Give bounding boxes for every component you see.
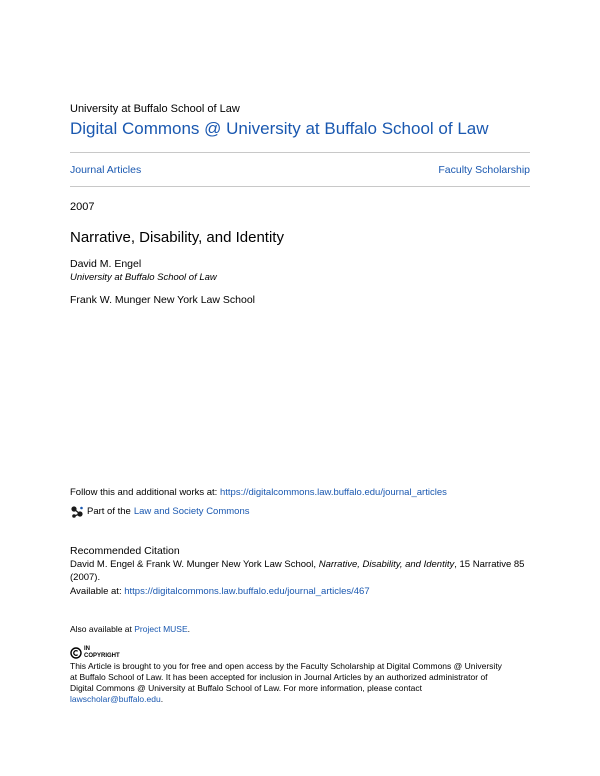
rights-badge[interactable] — [70, 646, 120, 659]
follow-text: Follow this and additional works at: — [70, 487, 220, 498]
repository-link[interactable]: Digital Commons @ University at Buffalo School of Law — [70, 119, 489, 138]
faculty-scholarship-link[interactable]: Faculty Scholarship — [438, 164, 530, 176]
citation-available — [70, 586, 370, 598]
citation-line-2: (2007). — [70, 572, 101, 583]
follow-url-link[interactable]: https://digitalcommons.law.buffalo.edu/journal_articles — [219, 487, 447, 498]
law-and-society-commons-link[interactable]: Law and Society Commons — [133, 506, 250, 517]
rights-text-line-1: IN — [84, 646, 90, 652]
part-of-prefix: Part of the — [87, 506, 131, 517]
author-2-name: Frank W. Munger New York Law School — [70, 294, 256, 306]
nav-divider — [70, 186, 530, 187]
citation-source: , 15 Narrative 85 — [454, 559, 525, 570]
part-of-line — [70, 505, 249, 519]
citation-line-1 — [70, 559, 524, 571]
also-available-line — [70, 624, 190, 635]
available-label: Available at: — [70, 586, 125, 597]
project-muse-link[interactable]: Project MUSE — [134, 624, 188, 634]
rights-text-line-2: COPYRIGHT — [84, 652, 120, 659]
article-title: Narrative, Disability, and Identity — [70, 229, 284, 246]
notice-line-4 — [70, 694, 502, 705]
commons-network-icon — [70, 505, 84, 519]
notice-line-2: at Buffalo School of Law. It has been accepted for inclusion in Journal Articles by an authorized administrator of — [70, 672, 488, 682]
publication-year: 2007 — [70, 201, 95, 213]
follow-line — [70, 487, 447, 499]
author-1-affiliation: University at Buffalo School of Law — [70, 272, 217, 283]
article-url-link[interactable]: https://digitalcommons.law.buffalo.edu/journal_articles/467 — [124, 586, 370, 597]
institution-name: University at Buffalo School of Law — [70, 103, 240, 115]
rights-text — [84, 646, 120, 659]
author-1-name: David M. Engel — [70, 258, 142, 270]
copyright-icon — [70, 647, 82, 659]
notice-line-3: Digital Commons @ University at Buffalo School of Law. For more information, please contact — [70, 683, 422, 693]
citation-authors: David M. Engel & Frank W. Munger New York Law School, — [70, 559, 319, 570]
top-divider — [70, 152, 530, 153]
also-available-text: Also available at — [70, 624, 135, 634]
journal-articles-link[interactable]: Journal Articles — [70, 164, 142, 176]
contact-email-link[interactable]: lawscholar@buffalo.edu — [70, 694, 161, 704]
citation-title: Narrative, Disability, and Identity — [318, 559, 455, 570]
notice-line-1: This Article is brought to you for free and open access by the Faculty Scholarship at Digital Commons @ University — [70, 661, 502, 671]
notice-end: . — [160, 694, 164, 704]
citation-heading: Recommended Citation — [70, 545, 180, 557]
access-notice — [70, 661, 502, 705]
also-available-end: . — [187, 624, 191, 634]
